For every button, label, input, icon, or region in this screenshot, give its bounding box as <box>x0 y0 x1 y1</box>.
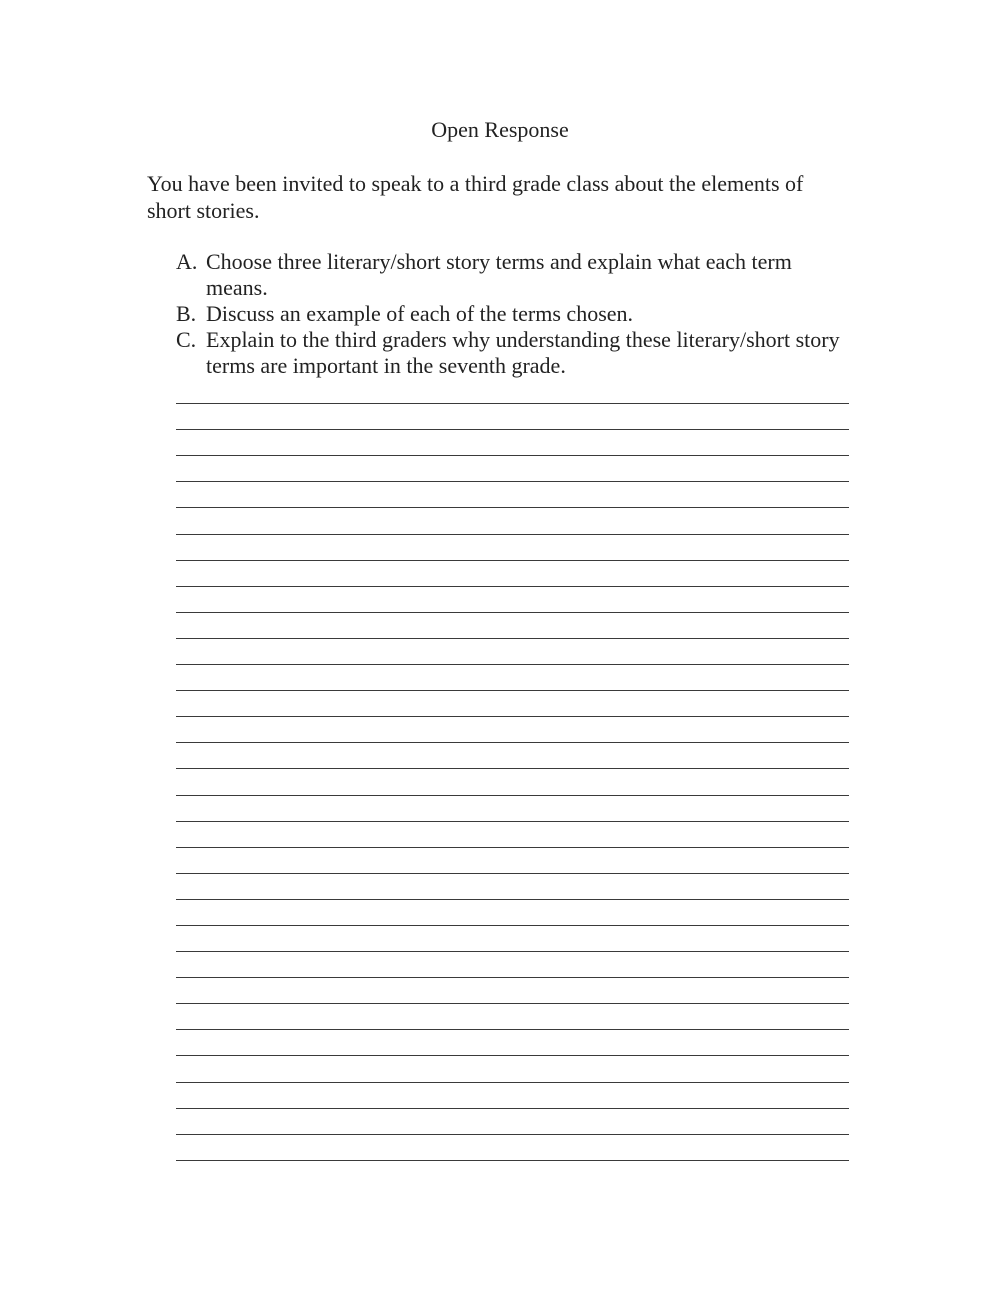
answer-line[interactable] <box>176 1056 849 1082</box>
task-text: Discuss an example of each of the terms chosen. <box>206 301 634 326</box>
answer-line[interactable] <box>176 900 849 926</box>
answer-line[interactable] <box>176 796 849 822</box>
task-list <box>176 249 856 379</box>
answer-line[interactable] <box>176 482 849 508</box>
answer-line[interactable] <box>176 1004 849 1030</box>
answer-line[interactable] <box>176 1030 849 1056</box>
answer-line[interactable] <box>176 1083 849 1109</box>
task-item-b <box>176 301 856 327</box>
answer-line[interactable] <box>176 1135 849 1161</box>
answer-line[interactable] <box>176 952 849 978</box>
answer-line[interactable] <box>176 665 849 691</box>
task-marker: B. <box>176 301 197 326</box>
answer-line[interactable] <box>176 639 849 665</box>
answer-line[interactable] <box>176 1109 849 1135</box>
answer-line[interactable] <box>176 535 849 561</box>
answer-line[interactable] <box>176 456 849 482</box>
task-marker: C. <box>176 327 197 352</box>
answer-line[interactable] <box>176 978 849 1004</box>
page-title: Open Response <box>431 117 569 142</box>
task-marker: A. <box>176 249 198 274</box>
answer-line[interactable] <box>176 508 849 534</box>
answer-lines <box>176 378 849 1161</box>
answer-line[interactable] <box>176 848 849 874</box>
task-text: Choose three literary/short story terms and explain what each term means. <box>206 249 792 300</box>
answer-line[interactable] <box>176 378 849 404</box>
task-text: Explain to the third graders why understanding these literary/short story terms are important in the seventh grade. <box>206 327 840 378</box>
answer-line[interactable] <box>176 926 849 952</box>
answer-line[interactable] <box>176 613 849 639</box>
answer-line[interactable] <box>176 430 849 456</box>
answer-line[interactable] <box>176 769 849 795</box>
answer-line[interactable] <box>176 717 849 743</box>
prompt-text: You have been invited to speak to a third grade class about the elements of short stories. <box>147 171 804 223</box>
answer-line[interactable] <box>176 743 849 769</box>
task-item-a <box>176 249 856 301</box>
answer-line[interactable] <box>176 561 849 587</box>
answer-line[interactable] <box>176 691 849 717</box>
answer-line[interactable] <box>176 874 849 900</box>
answer-line[interactable] <box>176 822 849 848</box>
task-item-c <box>176 327 856 379</box>
answer-line[interactable] <box>176 404 849 430</box>
answer-line[interactable] <box>176 587 849 613</box>
